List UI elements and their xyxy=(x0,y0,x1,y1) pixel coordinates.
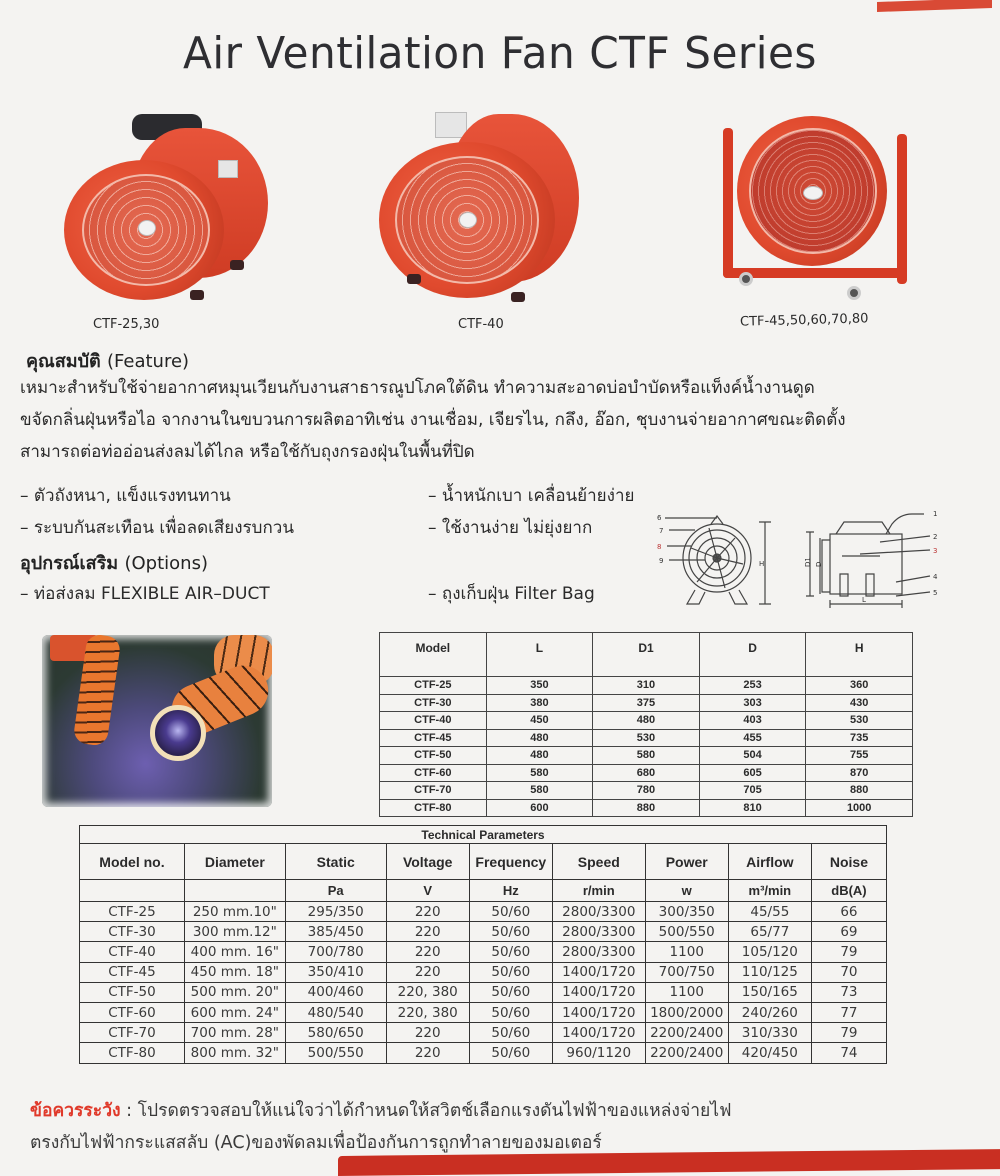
value-cell: 310 xyxy=(593,677,700,695)
diagram-label: 1 xyxy=(933,510,938,518)
value-cell: 530 xyxy=(806,712,913,730)
unit-header: w xyxy=(645,880,728,902)
fan-foot xyxy=(407,274,421,284)
value-cell: 50/60 xyxy=(469,942,552,962)
unit-header: dB(A) xyxy=(811,880,886,902)
value-cell: 50/60 xyxy=(469,962,552,982)
caster-wheel xyxy=(847,286,861,300)
value-cell: 385/450 xyxy=(285,922,386,942)
column-header: D1 xyxy=(593,633,700,677)
fan-foot xyxy=(230,260,244,270)
column-header: Voltage xyxy=(386,844,469,880)
value-cell: 375 xyxy=(593,694,700,712)
value-cell: 2200/2400 xyxy=(645,1023,728,1043)
value-cell: 403 xyxy=(699,712,806,730)
value-cell: 605 xyxy=(699,764,806,782)
value-cell: 295/350 xyxy=(285,902,386,922)
value-cell: 50/60 xyxy=(469,1043,552,1063)
feature-line: สามารถต่อท่ออ่อนส่งลมได้ไกล หรือใช้กับถุงกรองฝุ่นในพื้นที่ปิด xyxy=(20,442,475,462)
unit-header: V xyxy=(386,880,469,902)
table-row xyxy=(380,764,913,782)
unit-header xyxy=(80,880,185,902)
product-image-ctf-25-30 xyxy=(60,110,270,305)
table-row xyxy=(80,962,887,982)
column-header: Power xyxy=(645,844,728,880)
value-cell: 350/410 xyxy=(285,962,386,982)
value-cell: 780 xyxy=(593,782,700,800)
value-cell: 960/1120 xyxy=(552,1043,645,1063)
value-cell: 300/350 xyxy=(645,902,728,922)
warning-separator: : xyxy=(120,1101,138,1121)
value-cell: 1400/1720 xyxy=(552,1002,645,1022)
value-cell: 1100 xyxy=(645,942,728,962)
column-header: Diameter xyxy=(184,844,285,880)
value-cell: 380 xyxy=(486,694,593,712)
unit-header: r/min xyxy=(552,880,645,902)
value-cell: 450 xyxy=(486,712,593,730)
column-header: Speed xyxy=(552,844,645,880)
model-cell: CTF-80 xyxy=(380,799,487,817)
table-row xyxy=(380,729,913,747)
value-cell: 70 xyxy=(811,962,886,982)
fan-hub-logo xyxy=(459,212,477,228)
dimension-table xyxy=(379,632,913,817)
options-heading-en: (Options) xyxy=(124,553,208,574)
table-row xyxy=(80,1023,887,1043)
value-cell: 800 mm. 32" xyxy=(184,1043,285,1063)
table-row xyxy=(380,694,913,712)
feature-bullet: – ใช้งานง่าย ไม่ยุ่งยาก xyxy=(428,518,593,538)
model-cell: CTF-50 xyxy=(80,982,185,1002)
table-row xyxy=(380,747,913,765)
unit-header: Pa xyxy=(285,880,386,902)
value-cell: 400 mm. 16" xyxy=(184,942,285,962)
value-cell: 810 xyxy=(699,799,806,817)
value-cell: 600 xyxy=(486,799,593,817)
column-header: Model no. xyxy=(80,844,185,880)
feature-heading xyxy=(26,346,189,375)
technical-parameters-table xyxy=(79,825,887,1064)
column-header: Static xyxy=(285,844,386,880)
option-item-filter-bag: – ถุงเก็บฝุ่น Filter Bag xyxy=(428,584,595,604)
value-cell: 500/550 xyxy=(285,1043,386,1063)
value-cell: 303 xyxy=(699,694,806,712)
diagram-label: 2 xyxy=(933,533,938,541)
table-row xyxy=(380,677,913,695)
feature-line: เหมาะสำหรับใช้จ่ายอากาศหมุนเวียนกับงานสาธารณูปโภคใต้ดิน ทำความสะอาดบ่อบำบัดหรือแท็งค์น้ำงานดูด xyxy=(20,378,815,398)
table-row xyxy=(80,1002,887,1022)
diagram-label: D1 xyxy=(804,557,812,567)
value-cell: 50/60 xyxy=(469,1023,552,1043)
value-cell: 150/165 xyxy=(728,982,811,1002)
value-cell: 50/60 xyxy=(469,1002,552,1022)
unit-header xyxy=(184,880,285,902)
feature-bullet: – ตัวถังหนา, แข็งแรงทนทาน xyxy=(20,486,231,506)
value-cell: 2800/3300 xyxy=(552,922,645,942)
warning-label: ข้อควรระวัง xyxy=(30,1101,121,1121)
diagram-label: 8 xyxy=(657,543,662,551)
side-view-diagram xyxy=(800,506,950,610)
value-cell: 700/750 xyxy=(645,962,728,982)
value-cell: 220 xyxy=(386,922,469,942)
value-cell: 253 xyxy=(699,677,806,695)
column-header: D xyxy=(699,633,806,677)
options-heading-th: อุปกรณ์เสริม xyxy=(20,553,119,574)
value-cell: 45/55 xyxy=(728,902,811,922)
value-cell: 220 xyxy=(386,962,469,982)
fan-hub-logo xyxy=(138,220,156,236)
model-cell: CTF-25 xyxy=(380,677,487,695)
table-row xyxy=(380,799,913,817)
diagram-label: L xyxy=(862,596,866,604)
model-cell: CTF-30 xyxy=(80,922,185,942)
diagram-label: H xyxy=(759,560,765,568)
dimension-table-header xyxy=(380,633,913,677)
table-row xyxy=(380,712,913,730)
model-cell: CTF-40 xyxy=(80,942,185,962)
value-cell: 680 xyxy=(593,764,700,782)
unit-header: m³/min xyxy=(728,880,811,902)
value-cell: 2800/3300 xyxy=(552,942,645,962)
air-duct-usage-photo xyxy=(42,635,272,807)
caster-wheel xyxy=(739,272,753,286)
table-row xyxy=(80,1043,887,1063)
product-image-ctf-45-80 xyxy=(715,108,915,303)
feature-description xyxy=(20,372,990,468)
warning-text-line1: โปรดตรวจสอบให้แน่ใจว่าได้กำหนดให้สวิตช์เลือกแรงดันไฟฟ้าของแหล่งจ่ายไฟ xyxy=(137,1101,732,1121)
column-header: Airflow xyxy=(728,844,811,880)
value-cell: 105/120 xyxy=(728,942,811,962)
table-row xyxy=(80,982,887,1002)
value-cell: 220, 380 xyxy=(386,1002,469,1022)
value-cell: 580 xyxy=(593,747,700,765)
value-cell: 220 xyxy=(386,942,469,962)
product-caption: CTF-25,30 xyxy=(93,317,160,332)
feature-bullet: – ระบบกันสะเทือน เพื่อลดเสียงรบกวน xyxy=(20,518,294,538)
model-cell: CTF-70 xyxy=(380,782,487,800)
value-cell: 74 xyxy=(811,1043,886,1063)
table-row xyxy=(380,782,913,800)
value-cell: 310/330 xyxy=(728,1023,811,1043)
column-header: Frequency xyxy=(469,844,552,880)
product-caption: CTF-45,50,60,70,80 xyxy=(739,311,869,330)
diagram-label: 7 xyxy=(659,527,664,535)
column-header: Noise xyxy=(811,844,886,880)
front-view-diagram xyxy=(655,508,785,608)
value-cell: 700 mm. 28" xyxy=(184,1023,285,1043)
value-cell: 420/450 xyxy=(728,1043,811,1063)
value-cell: 430 xyxy=(806,694,913,712)
value-cell: 500 mm. 20" xyxy=(184,982,285,1002)
model-cell: CTF-80 xyxy=(80,1043,185,1063)
fan-foot xyxy=(190,290,204,300)
value-cell: 50/60 xyxy=(469,982,552,1002)
column-header: L xyxy=(486,633,593,677)
model-cell: CTF-50 xyxy=(380,747,487,765)
feature-bullet: – น้ำหนักเบา เคลื่อนย้ายง่าย xyxy=(428,486,635,506)
frame-bar xyxy=(723,128,733,278)
value-cell: 1400/1720 xyxy=(552,1023,645,1043)
value-cell: 580/650 xyxy=(285,1023,386,1043)
model-cell: CTF-45 xyxy=(80,962,185,982)
corner-red-decoration xyxy=(877,0,992,12)
model-cell: CTF-70 xyxy=(80,1023,185,1043)
value-cell: 880 xyxy=(806,782,913,800)
value-cell: 300 mm.12" xyxy=(184,922,285,942)
model-cell: CTF-60 xyxy=(80,1002,185,1022)
value-cell: 220, 380 xyxy=(386,982,469,1002)
fan-foot xyxy=(511,292,525,302)
value-cell: 1400/1720 xyxy=(552,962,645,982)
value-cell: 480/540 xyxy=(285,1002,386,1022)
column-header: Model xyxy=(380,633,487,677)
value-cell: 250 mm.10" xyxy=(184,902,285,922)
model-cell: CTF-40 xyxy=(380,712,487,730)
value-cell: 110/125 xyxy=(728,962,811,982)
value-cell: 480 xyxy=(593,712,700,730)
table-row xyxy=(80,922,887,942)
value-cell: 79 xyxy=(811,942,886,962)
unit-header: Hz xyxy=(469,880,552,902)
option-item-air-duct: – ท่อส่งลม FLEXIBLE AIR–DUCT xyxy=(20,584,270,604)
value-cell: 50/60 xyxy=(469,922,552,942)
value-cell: 735 xyxy=(806,729,913,747)
value-cell: 480 xyxy=(486,729,593,747)
value-cell: 350 xyxy=(486,677,593,695)
model-cell: CTF-30 xyxy=(380,694,487,712)
value-cell: 870 xyxy=(806,764,913,782)
product-caption: CTF-40 xyxy=(458,317,504,332)
value-cell: 400/460 xyxy=(285,982,386,1002)
value-cell: 705 xyxy=(699,782,806,800)
value-cell: 2800/3300 xyxy=(552,902,645,922)
value-cell: 530 xyxy=(593,729,700,747)
value-cell: 77 xyxy=(811,1002,886,1022)
diagram-label: 5 xyxy=(933,589,938,597)
warning-text-line2: ตรงกับไฟฟ้ากระแสสลับ (AC)ของพัดลมเพื่อป้องกันการถูกทำลายของมอเตอร์ xyxy=(30,1133,602,1153)
model-cell: CTF-60 xyxy=(380,764,487,782)
value-cell: 580 xyxy=(486,782,593,800)
product-image-ctf-40 xyxy=(375,108,585,308)
column-header: H xyxy=(806,633,913,677)
value-cell: 220 xyxy=(386,1023,469,1043)
value-cell: 480 xyxy=(486,747,593,765)
value-cell: 1000 xyxy=(806,799,913,817)
value-cell: 1800/2000 xyxy=(645,1002,728,1022)
table-row xyxy=(80,942,887,962)
value-cell: 580 xyxy=(486,764,593,782)
feature-heading-en: (Feature) xyxy=(107,351,190,372)
diagram-label: 4 xyxy=(933,573,938,581)
value-cell: 504 xyxy=(699,747,806,765)
fan-outlet xyxy=(150,705,206,761)
value-cell: 73 xyxy=(811,982,886,1002)
frame-bar xyxy=(897,134,907,284)
page-title: Air Ventilation Fan CTF Series xyxy=(183,28,817,79)
options-heading xyxy=(20,548,208,577)
value-cell: 450 mm. 18" xyxy=(184,962,285,982)
value-cell: 600 mm. 24" xyxy=(184,1002,285,1022)
table-title: Technical Parameters xyxy=(80,826,887,844)
value-cell: 220 xyxy=(386,1043,469,1063)
value-cell: 755 xyxy=(806,747,913,765)
fan-hub-logo xyxy=(803,186,823,200)
value-cell: 500/550 xyxy=(645,922,728,942)
value-cell: 700/780 xyxy=(285,942,386,962)
value-cell: 220 xyxy=(386,902,469,922)
value-cell: 2200/2400 xyxy=(645,1043,728,1063)
value-cell: 79 xyxy=(811,1023,886,1043)
diagram-label: 3 xyxy=(933,547,938,555)
value-cell: 360 xyxy=(806,677,913,695)
value-cell: 240/260 xyxy=(728,1002,811,1022)
value-cell: 880 xyxy=(593,799,700,817)
warning-note xyxy=(30,1095,970,1159)
feature-heading-th: คุณสมบัติ xyxy=(26,351,101,372)
value-cell: 65/77 xyxy=(728,922,811,942)
value-cell: 1400/1720 xyxy=(552,982,645,1002)
switch-box xyxy=(218,160,238,178)
diagram-label: D xyxy=(815,561,823,567)
model-cell: CTF-45 xyxy=(380,729,487,747)
table-row xyxy=(80,902,887,922)
value-cell: 66 xyxy=(811,902,886,922)
value-cell: 50/60 xyxy=(469,902,552,922)
model-cell: CTF-25 xyxy=(80,902,185,922)
diagram-label: 9 xyxy=(659,557,664,565)
feature-line: ขจัดกลิ่นฝุ่นหรือไอ จากงานในขบวนการผลิตอาทิเช่น งานเชื่อม, เจียรไน, กลึง, อ๊อก, ชุบงานจ่ายอากาศขณะติดตั้ง xyxy=(20,410,846,430)
value-cell: 69 xyxy=(811,922,886,942)
value-cell: 455 xyxy=(699,729,806,747)
diagram-label: 6 xyxy=(657,514,662,522)
value-cell: 1100 xyxy=(645,982,728,1002)
